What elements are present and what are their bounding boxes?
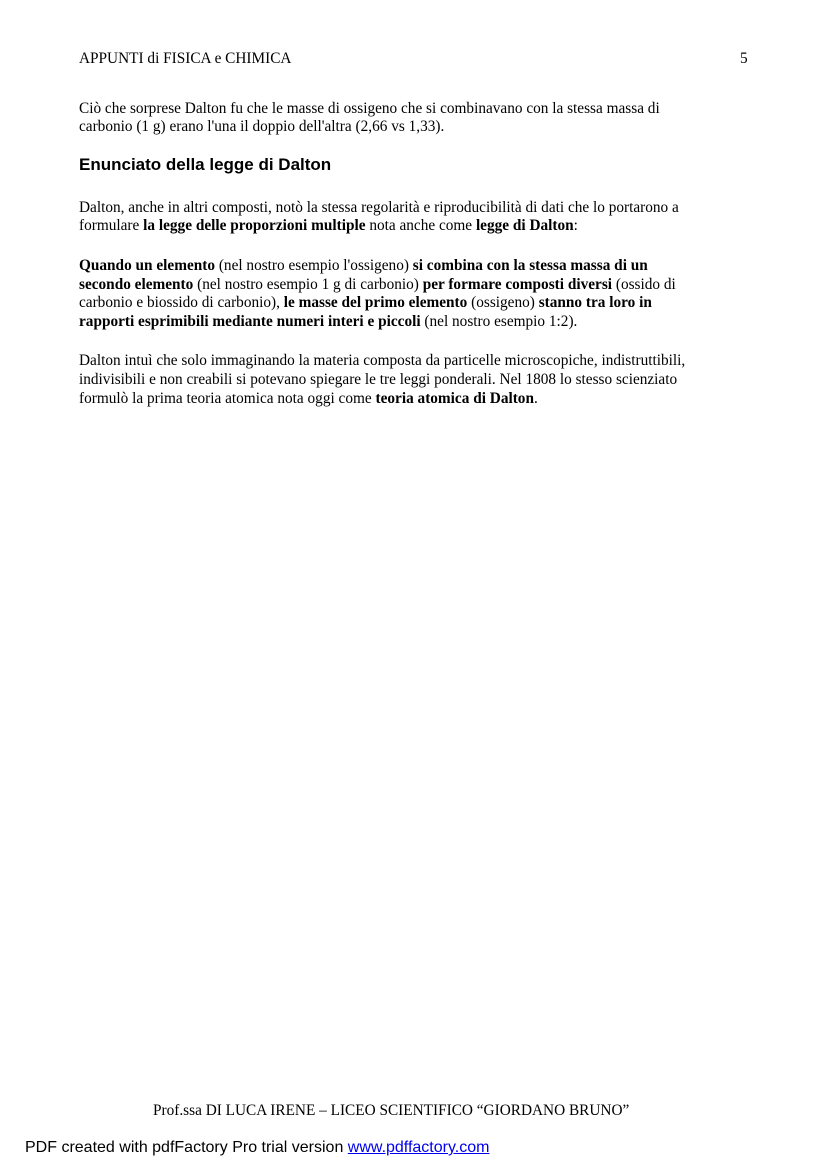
text-run: (nel nostro esempio 1 g di carbonio) xyxy=(193,276,423,293)
paragraph-3-line xyxy=(79,313,577,331)
paragraph-4-line xyxy=(79,390,538,408)
text-run: formulare xyxy=(79,217,144,234)
text-run: nota anche come xyxy=(365,217,476,234)
paragraph-2-line xyxy=(79,199,679,217)
bold-text: la legge delle proporzioni multiple xyxy=(143,217,366,234)
pdffactory-link[interactable]: www.pdffactory.com xyxy=(347,1139,490,1156)
text-run: Dalton, anche in altri composti, notò la stessa regolarità e riproducibilità di dati che lo portarono a xyxy=(79,199,679,216)
paragraph-3-line xyxy=(79,257,648,275)
paragraph-4-line xyxy=(79,352,685,370)
paragraph-4-line xyxy=(79,371,677,389)
text-run: (nel nostro esempio 1:2). xyxy=(420,313,578,330)
bold-text: teoria atomica di Dalton xyxy=(375,390,534,407)
text-run: Dalton intuì che solo immaginando la materia composta da particelle microscopiche, indistruttibili, xyxy=(79,352,686,369)
bold-text: Quando un elemento xyxy=(79,257,215,274)
paragraph-3-line xyxy=(79,276,676,294)
text-run: . xyxy=(533,390,538,407)
bold-text: legge di Dalton xyxy=(475,217,574,234)
paragraph-3-line xyxy=(79,294,652,312)
bold-text: secondo elemento xyxy=(79,276,194,293)
text-run: indivisibili e non creabili si potevano spiegare le tre leggi ponderali. Nel 1808 lo stesso scienziato xyxy=(79,371,678,388)
bold-text: si combina con la stessa massa di un xyxy=(412,257,648,274)
section-heading: Enunciato della legge di Dalton xyxy=(79,155,332,174)
paragraph-2-line xyxy=(79,217,578,235)
paragraph-1-line xyxy=(79,100,660,118)
bold-text: le masse del primo elemento xyxy=(283,294,468,311)
page-number: 5 xyxy=(740,50,748,67)
text-run: (nel nostro esempio l'ossigeno) xyxy=(215,257,413,274)
paragraph-1-line xyxy=(79,118,444,136)
pdf-notice xyxy=(25,1139,489,1157)
running-header-title: APPUNTI di FISICA e CHIMICA xyxy=(79,50,292,67)
bold-text: stanno tra loro in xyxy=(538,294,652,311)
bold-text: per formare composti diversi xyxy=(422,276,613,293)
text-run: Ciò che sorprese Dalton fu che le masse di ossigeno che si combinavano con la stessa massa di xyxy=(79,100,660,117)
text-run: (ossido di xyxy=(612,276,676,293)
text-run: carbonio e biossido di carbonio), xyxy=(79,294,284,311)
footer-text: Prof.ssa DI LUCA IRENE – LICEO SCIENTIFICO “GIORDANO BRUNO” xyxy=(153,1102,630,1119)
text-run: (ossigeno) xyxy=(467,294,539,311)
bold-text: rapporti esprimibili mediante numeri interi e piccoli xyxy=(79,313,421,330)
text-run: formulò la prima teoria atomica nota oggi come xyxy=(79,390,376,407)
text-run: carbonio (1 g) erano l'una il doppio dell'altra (2,66 vs 1,33). xyxy=(79,118,445,135)
pdf-notice-text: PDF created with pdfFactory Pro trial version xyxy=(25,1139,348,1156)
text-run: : xyxy=(573,217,578,234)
